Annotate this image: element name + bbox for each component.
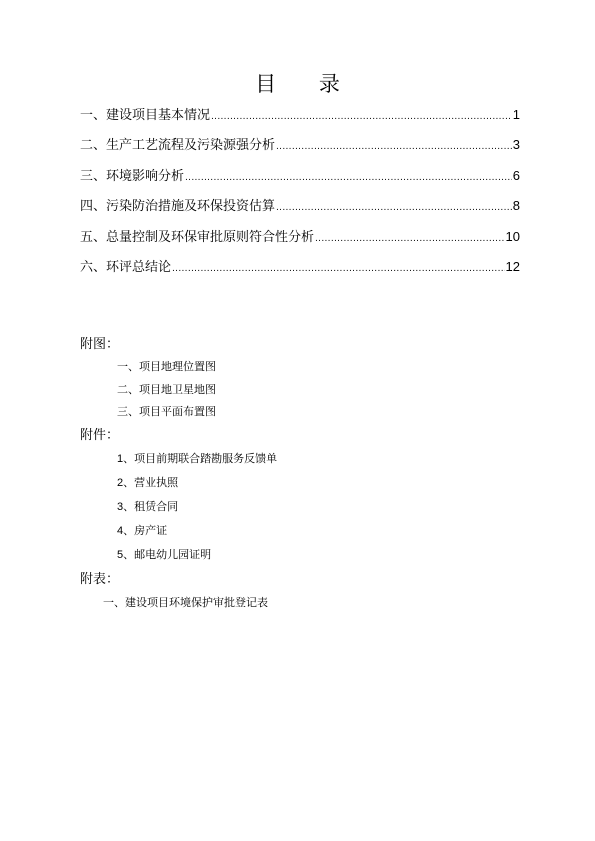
attachment-text: 邮电幼儿园证明 (134, 548, 212, 561)
toc-leader-dots (185, 167, 512, 189)
toc-page-number: 1 (512, 107, 520, 122)
attachment-number: 4、 (117, 525, 135, 537)
toc-entry-label: 六、环评总结论 (80, 259, 172, 275)
toc-entry-2[interactable] (80, 134, 520, 164)
figures-heading: 附图： (80, 337, 120, 352)
toc-page-number: 12 (505, 258, 520, 274)
toc-page-number: 6 (512, 167, 520, 183)
attachment-number: 3、 (117, 501, 135, 513)
toc-leader-dots (172, 258, 505, 280)
toc-leader-dots (276, 197, 512, 219)
figure-item-3: 三、项目平面布置图 (117, 405, 216, 418)
toc-entry-6[interactable] (80, 256, 520, 286)
toc-entry-1[interactable] (80, 104, 520, 134)
attachment-item-3 (117, 499, 178, 515)
toc-leader-dots (276, 136, 512, 158)
table-of-contents (80, 104, 520, 286)
figure-item-1: 一、项目地理位置图 (117, 360, 216, 373)
attachment-text: 项目前期联合踏勘服务反馈单 (134, 452, 278, 465)
figure-item-2: 二、项目地卫星地图 (117, 383, 216, 396)
tables-heading: 附表： (80, 572, 120, 587)
toc-page-number: 10 (505, 228, 520, 244)
toc-page-number: 3 (512, 137, 520, 153)
attachment-text: 营业执照 (134, 476, 179, 489)
toc-entry-label: 一、建设项目基本情况 (80, 108, 211, 123)
toc-entry-5[interactable] (80, 226, 520, 256)
attachment-number: 2、 (117, 477, 135, 489)
page-title: 目 录 (255, 72, 358, 96)
toc-entry-label: 二、生产工艺流程及污染源强分析 (80, 138, 276, 154)
attachments-heading: 附件： (80, 428, 120, 443)
toc-leader-dots (211, 106, 512, 128)
toc-entry-3[interactable] (80, 165, 520, 195)
attachment-text: 房产证 (134, 524, 168, 537)
attachment-item-2 (117, 475, 178, 491)
table-item-1: 一、建设项目环境保护审批登记表 (103, 596, 268, 609)
toc-entry-label: 五、总量控制及环保审批原则符合性分析 (80, 229, 315, 245)
toc-entry-4[interactable] (80, 195, 520, 225)
toc-entry-label: 三、环境影响分析 (80, 168, 185, 184)
attachment-text: 租赁合同 (134, 500, 179, 513)
attachment-number: 5、 (117, 549, 135, 561)
attachment-item-1 (117, 451, 277, 467)
toc-page-number: 8 (512, 198, 520, 214)
toc-entry-label: 四、污染防治措施及环保投资估算 (80, 199, 276, 215)
attachment-number: 1、 (117, 453, 135, 465)
attachment-item-4 (117, 523, 167, 539)
attachment-item-5 (117, 547, 211, 563)
toc-leader-dots (315, 228, 505, 250)
